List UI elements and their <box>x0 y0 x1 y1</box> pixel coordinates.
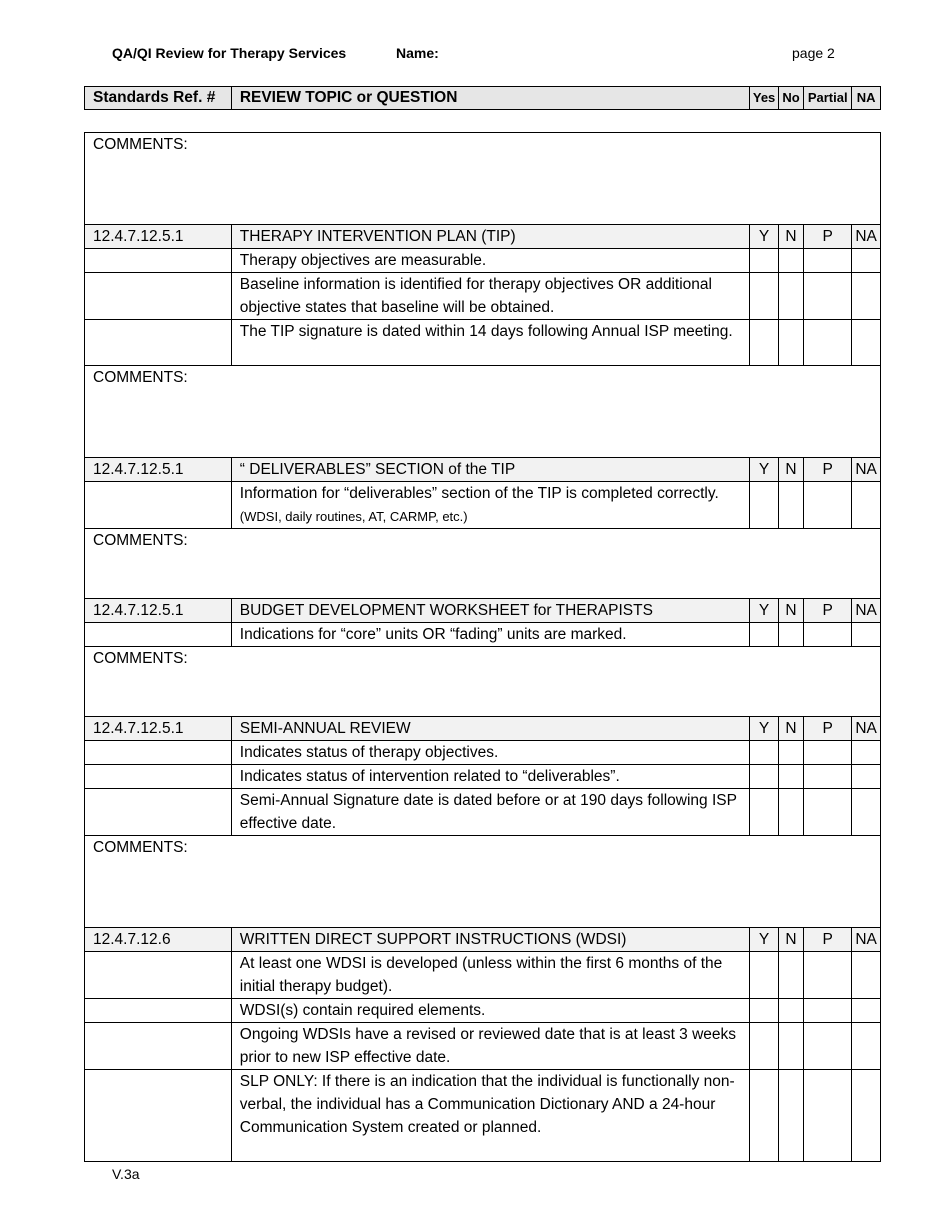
question-label: Ongoing WDSIs have a revised or reviewed date that is at least 3 weeks prior to new ISP effective date. <box>239 1026 737 1066</box>
question-text <box>231 952 749 999</box>
answer-cell-no[interactable] <box>778 1070 803 1162</box>
answer-cell-yes[interactable] <box>750 249 779 273</box>
question-text <box>231 1023 749 1070</box>
standards-ref: 12.4.7.12.6 <box>85 928 232 952</box>
comments-label: COMMENTS: <box>93 369 188 386</box>
answer-cell-no[interactable] <box>778 249 803 273</box>
name-label: Name: <box>396 45 439 61</box>
standards-ref-empty <box>85 273 232 320</box>
comments-field[interactable] <box>85 529 881 599</box>
answer-cell-na[interactable] <box>852 623 881 647</box>
mark-yes: Y <box>750 717 779 741</box>
standards-ref: 12.4.7.12.5.1 <box>85 599 232 623</box>
version-label: V.3a <box>112 1166 140 1182</box>
question-row <box>85 789 881 836</box>
answer-cell-partial[interactable] <box>804 765 852 789</box>
question-row <box>85 273 881 320</box>
standards-ref-empty <box>85 320 232 366</box>
comments-row <box>85 647 881 717</box>
answer-cell-no[interactable] <box>778 999 803 1023</box>
answer-cell-yes[interactable] <box>750 765 779 789</box>
answer-cell-partial[interactable] <box>804 482 852 529</box>
mark-partial: P <box>804 458 852 482</box>
column-header-table <box>84 86 881 110</box>
question-text <box>231 273 749 320</box>
section-header-row <box>85 717 881 741</box>
answer-cell-no[interactable] <box>778 623 803 647</box>
section-header-row <box>85 458 881 482</box>
mark-yes: Y <box>750 599 779 623</box>
comments-row <box>85 529 881 599</box>
comments-field[interactable] <box>85 836 881 928</box>
answer-cell-yes[interactable] <box>750 789 779 836</box>
standards-ref-empty <box>85 1023 232 1070</box>
comments-label: COMMENTS: <box>93 839 188 856</box>
section-title: “ DELIVERABLES” SECTION of the TIP <box>231 458 749 482</box>
standards-ref-empty <box>85 789 232 836</box>
comments-label: COMMENTS: <box>93 532 188 549</box>
standards-ref-empty <box>85 765 232 789</box>
mark-partial: P <box>804 599 852 623</box>
column-header-ref: Standards Ref. # <box>85 87 232 110</box>
question-row <box>85 1070 881 1162</box>
standards-ref-empty <box>85 952 232 999</box>
answer-cell-no[interactable] <box>778 320 803 366</box>
mark-partial: P <box>804 717 852 741</box>
answer-cell-na[interactable] <box>852 1023 881 1070</box>
answer-cell-na[interactable] <box>852 999 881 1023</box>
mark-yes: Y <box>750 458 779 482</box>
answer-cell-yes[interactable] <box>750 482 779 529</box>
section-title: SEMI-ANNUAL REVIEW <box>231 717 749 741</box>
mark-na: NA <box>852 458 881 482</box>
section-title: THERAPY INTERVENTION PLAN (TIP) <box>231 225 749 249</box>
standards-ref-empty <box>85 741 232 765</box>
question-row <box>85 741 881 765</box>
question-row <box>85 1023 881 1070</box>
mark-no: N <box>778 225 803 249</box>
answer-cell-yes[interactable] <box>750 999 779 1023</box>
question-label: Semi-Annual Signature date is dated before or at 190 days following ISP effective date. <box>239 792 737 832</box>
standards-ref-empty <box>85 249 232 273</box>
question-label: Therapy objectives are measurable. <box>239 252 487 269</box>
question-label: Indications for “core” units OR “fading” units are marked. <box>239 626 627 643</box>
mark-partial: P <box>804 225 852 249</box>
question-note: (WDSI, daily routines, AT, CARMP, etc.) <box>239 509 468 524</box>
answer-cell-yes[interactable] <box>750 952 779 999</box>
question-label: Indicates status of intervention related to “deliverables”. <box>239 768 620 785</box>
question-row <box>85 952 881 999</box>
answer-cell-yes[interactable] <box>750 273 779 320</box>
answer-cell-partial[interactable] <box>804 273 852 320</box>
answer-cell-yes[interactable] <box>750 1070 779 1162</box>
question-text <box>231 765 749 789</box>
answer-cell-no[interactable] <box>778 1023 803 1070</box>
standards-ref-empty <box>85 1070 232 1162</box>
answer-cell-no[interactable] <box>778 789 803 836</box>
answer-cell-na[interactable] <box>852 789 881 836</box>
standards-ref-empty <box>85 623 232 647</box>
answer-cell-partial[interactable] <box>804 1070 852 1162</box>
mark-na: NA <box>852 717 881 741</box>
answer-cell-yes[interactable] <box>750 1023 779 1070</box>
question-row <box>85 765 881 789</box>
document-title: QA/QI Review for Therapy Services <box>112 45 347 61</box>
standards-ref: 12.4.7.12.5.1 <box>85 458 232 482</box>
mark-na: NA <box>852 928 881 952</box>
question-text <box>231 1070 749 1162</box>
comments-row <box>85 836 881 928</box>
section-title: WRITTEN DIRECT SUPPORT INSTRUCTIONS (WDSI) <box>231 928 749 952</box>
question-label: Baseline information is identified for therapy objectives OR additional objective states that baseline will be obtained. <box>239 276 712 316</box>
answer-cell-partial[interactable] <box>804 320 852 366</box>
question-label: SLP ONLY: If there is an indication that the individual is functionally non-verbal, the individual has a Communication Dictionary AND a 24-hour Communication System created or planned. <box>239 1073 735 1136</box>
mark-na: NA <box>852 599 881 623</box>
mark-na: NA <box>852 225 881 249</box>
question-text <box>231 999 749 1023</box>
answer-cell-partial[interactable] <box>804 789 852 836</box>
answer-cell-na[interactable] <box>852 1070 881 1162</box>
question-row <box>85 249 881 273</box>
section-header-row <box>85 225 881 249</box>
answer-cell-na[interactable] <box>852 482 881 529</box>
mark-no: N <box>778 717 803 741</box>
answer-cell-yes[interactable] <box>750 741 779 765</box>
column-header-partial: Partial <box>804 87 852 110</box>
mark-no: N <box>778 458 803 482</box>
answer-cell-no[interactable] <box>778 273 803 320</box>
question-text <box>231 320 749 366</box>
answer-cell-no[interactable] <box>778 765 803 789</box>
standards-ref: 12.4.7.12.5.1 <box>85 717 232 741</box>
standards-ref: 12.4.7.12.5.1 <box>85 225 232 249</box>
review-table <box>84 132 881 1162</box>
answer-cell-partial[interactable] <box>804 249 852 273</box>
question-row <box>85 320 881 366</box>
answer-cell-partial[interactable] <box>804 952 852 999</box>
comments-field[interactable] <box>85 647 881 717</box>
mark-no: N <box>778 928 803 952</box>
question-label: Information for “deliverables” section of the TIP is completed correctly. <box>239 485 719 502</box>
question-row <box>85 999 881 1023</box>
answer-cell-na[interactable] <box>852 741 881 765</box>
question-text <box>231 741 749 765</box>
question-label: Indicates status of therapy objectives. <box>239 744 499 761</box>
comments-label: COMMENTS: <box>93 136 188 153</box>
answer-cell-na[interactable] <box>852 249 881 273</box>
comments-row <box>85 133 881 225</box>
column-header-na: NA <box>852 87 881 110</box>
section-header-row <box>85 928 881 952</box>
answer-cell-yes[interactable] <box>750 320 779 366</box>
comments-label: COMMENTS: <box>93 650 188 667</box>
comments-field[interactable] <box>85 133 881 225</box>
answer-cell-partial[interactable] <box>804 741 852 765</box>
standards-ref-empty <box>85 999 232 1023</box>
standards-ref-empty <box>85 482 232 529</box>
page-number: page 2 <box>792 45 835 61</box>
question-text <box>231 623 749 647</box>
question-row <box>85 482 881 529</box>
mark-no: N <box>778 599 803 623</box>
comments-field[interactable] <box>85 366 881 458</box>
question-label: At least one WDSI is developed (unless within the first 6 months of the initial therapy budget). <box>239 955 723 995</box>
question-row <box>85 623 881 647</box>
answer-cell-na[interactable] <box>852 952 881 999</box>
answer-cell-no[interactable] <box>778 952 803 999</box>
column-header-yes: Yes <box>750 87 779 110</box>
answer-cell-na[interactable] <box>852 765 881 789</box>
comments-row <box>85 366 881 458</box>
answer-cell-partial[interactable] <box>804 999 852 1023</box>
question-text <box>231 789 749 836</box>
column-header-topic: REVIEW TOPIC or QUESTION <box>231 87 749 110</box>
answer-cell-partial[interactable] <box>804 623 852 647</box>
question-text <box>231 249 749 273</box>
mark-yes: Y <box>750 928 779 952</box>
mark-partial: P <box>804 928 852 952</box>
answer-cell-na[interactable] <box>852 273 881 320</box>
question-text <box>231 482 749 529</box>
section-title: BUDGET DEVELOPMENT WORKSHEET for THERAPISTS <box>231 599 749 623</box>
section-header-row <box>85 599 881 623</box>
question-label: WDSI(s) contain required elements. <box>239 1002 486 1019</box>
mark-yes: Y <box>750 225 779 249</box>
answer-cell-na[interactable] <box>852 320 881 366</box>
answer-cell-partial[interactable] <box>804 1023 852 1070</box>
column-header-no: No <box>778 87 803 110</box>
answer-cell-no[interactable] <box>778 741 803 765</box>
answer-cell-yes[interactable] <box>750 623 779 647</box>
answer-cell-no[interactable] <box>778 482 803 529</box>
question-label: The TIP signature is dated within 14 days following Annual ISP meeting. <box>239 323 733 340</box>
